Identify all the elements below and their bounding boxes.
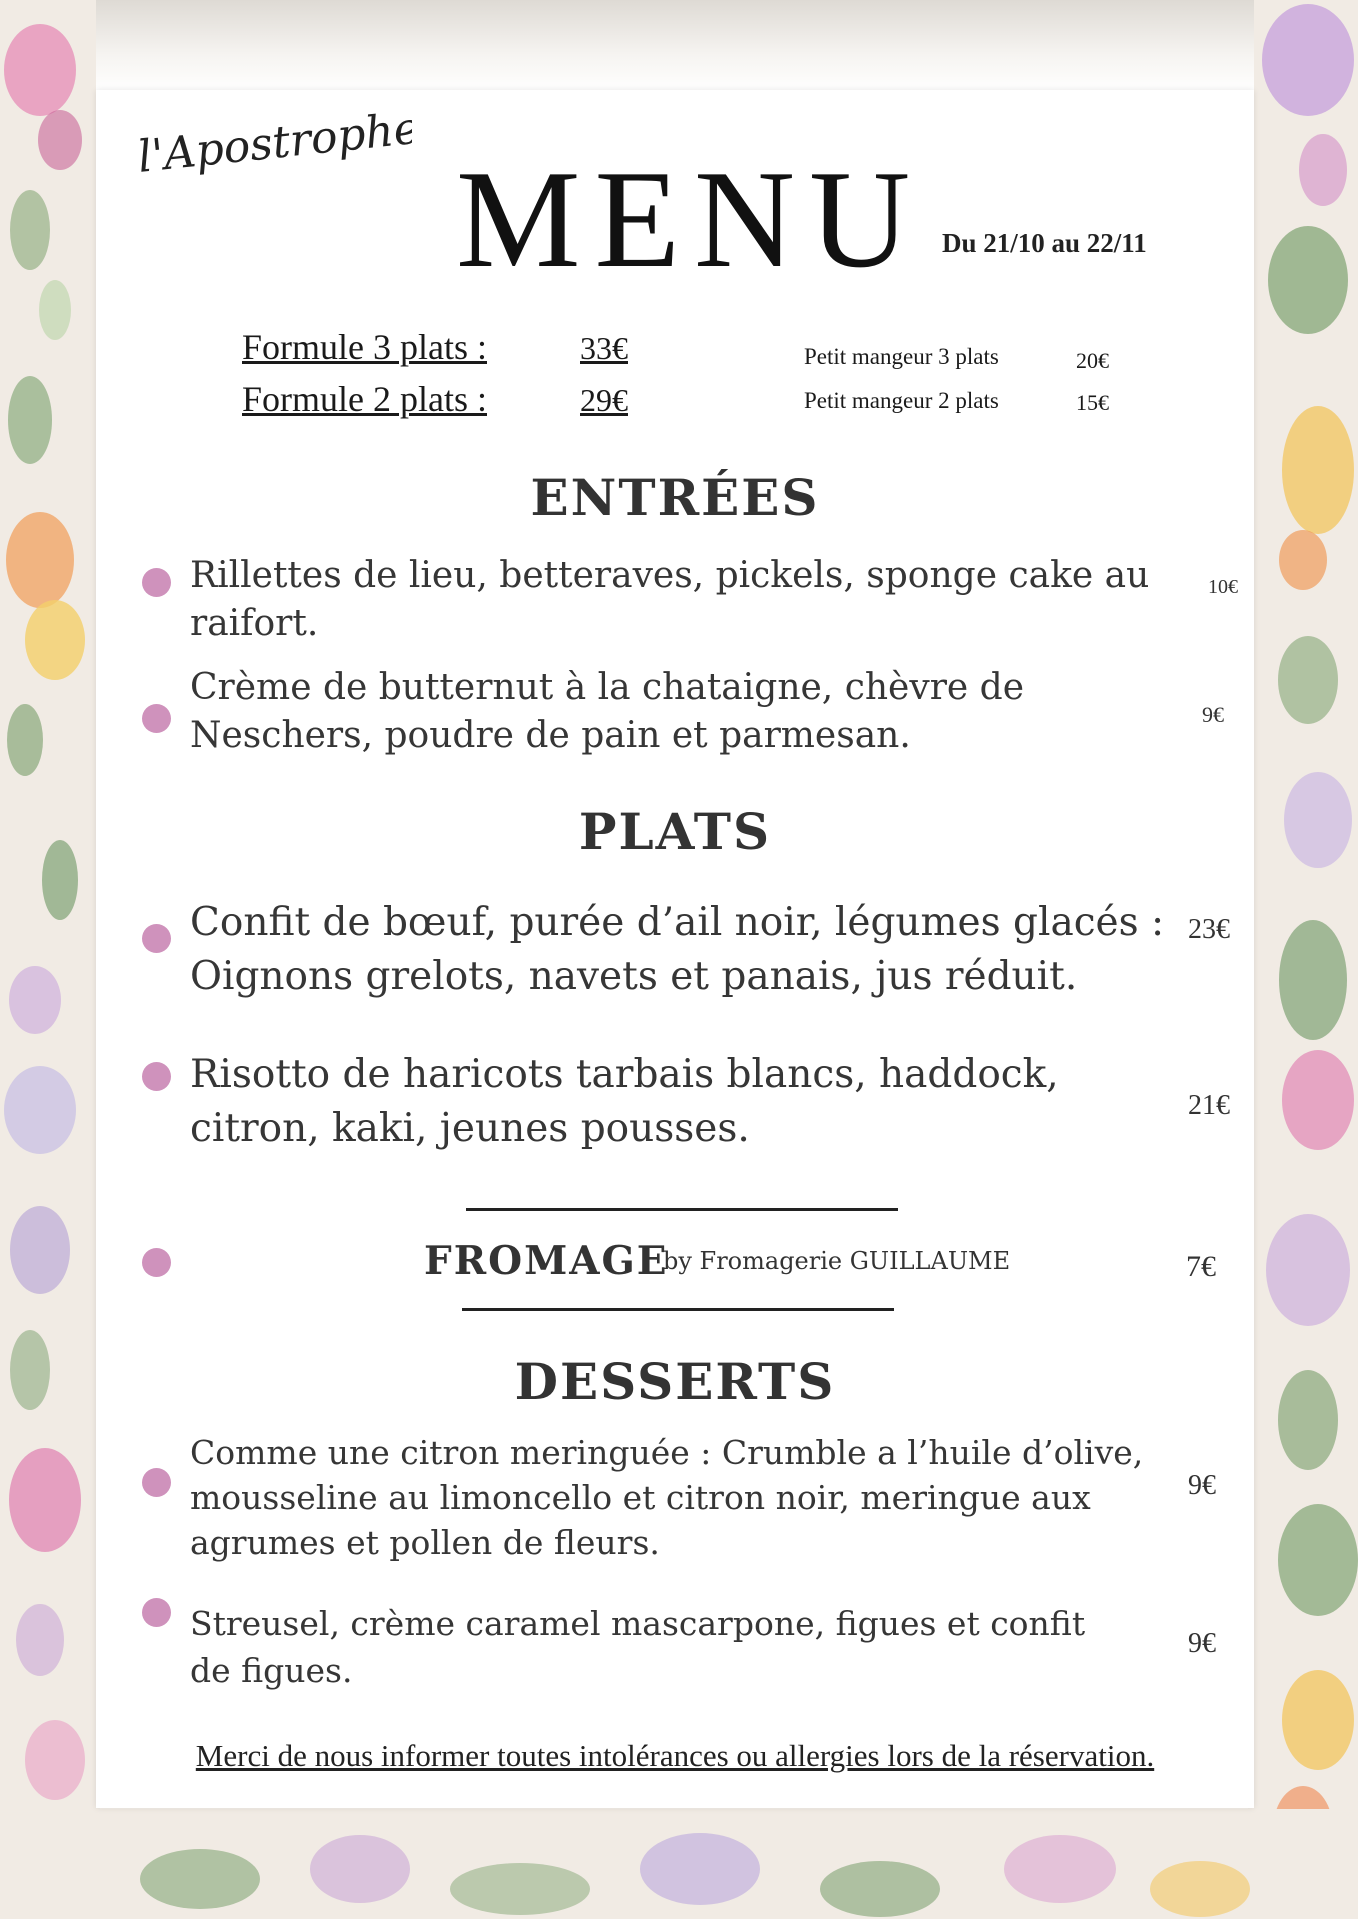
divider-bottom xyxy=(462,1308,894,1311)
formula-2-label: Formule 2 plats : xyxy=(242,379,487,419)
bullet-icon xyxy=(142,704,171,733)
section-title-desserts: DESSERTS xyxy=(514,1352,836,1411)
divider-top xyxy=(466,1208,898,1211)
bullet-icon xyxy=(142,1062,171,1091)
dessert-item-2-price: 9€ xyxy=(1188,1628,1216,1659)
section-title-entrees: ENTRÉES xyxy=(530,468,820,527)
entree-item-2: Crème de butternut à la chataigne, chèvre de Neschers, poudre de pain et parmesan. xyxy=(190,667,1024,756)
floral-border-right xyxy=(1248,0,1358,1919)
paper-top-band xyxy=(96,0,1254,92)
plat-item-1-price: 23€ xyxy=(1188,914,1230,945)
page-title: MENU xyxy=(456,142,925,297)
section-title-fromage: FROMAGE xyxy=(424,1238,669,1284)
fromage-price: 7€ xyxy=(1186,1250,1216,1283)
entree-item-1-price: 10€ xyxy=(1208,576,1238,598)
kids-formula-3-price: 20€ xyxy=(1076,348,1109,373)
dessert-item-2: Streusel, crème caramel mascarpone, figues et confit de figues. xyxy=(190,1604,1086,1690)
formula-2-price: 29€ xyxy=(580,382,628,418)
allergy-note: Merci de nous informer toutes intolérances ou allergies lors de la réservation. xyxy=(195,1738,1155,1773)
floral-border-left xyxy=(0,0,100,1919)
restaurant-logo xyxy=(132,96,412,206)
floral-border-bottom xyxy=(0,1809,1358,1919)
fromage-supplier: by Fromagerie GUILLAUME xyxy=(663,1247,1011,1275)
plat-item-1: Confit de bœuf, purée d’ail noir, légumes glacés : Oignons grelots, navets et panais, jus réduit. xyxy=(190,900,1165,999)
bullet-icon xyxy=(142,1248,171,1277)
entree-item-1: Rillettes de lieu, betteraves, pickels, sponge cake au raifort. xyxy=(190,555,1150,644)
kids-formula-2-label: Petit mangeur 2 plats xyxy=(804,388,999,413)
bullet-icon xyxy=(142,924,171,953)
bullet-icon xyxy=(142,1468,171,1497)
plat-item-2-price: 21€ xyxy=(1188,1090,1230,1121)
entree-item-2-price: 9€ xyxy=(1202,702,1224,727)
menu-sheet xyxy=(96,90,1254,1808)
section-title-plats: PLATS xyxy=(578,802,772,861)
bullet-icon xyxy=(142,1598,171,1627)
kids-formula-3-label: Petit mangeur 3 plats xyxy=(804,344,999,369)
dessert-item-1: Comme une citron meringuée : Crumble a l’huile d’olive, mousseline au limoncello et citron noir, meringue aux agrumes et pollen de fleurs. xyxy=(190,1433,1144,1562)
formula-3-price: 33€ xyxy=(580,330,628,366)
kids-formula-2-price: 15€ xyxy=(1076,390,1109,415)
formula-3-label: Formule 3 plats : xyxy=(242,327,487,367)
dessert-item-1-price: 9€ xyxy=(1188,1470,1216,1501)
svg-text:l'Apostrophe: l'Apostrophe xyxy=(135,102,412,183)
menu-dates: Du 21/10 au 22/11 xyxy=(942,228,1147,258)
plat-item-2: Risotto de haricots tarbais blancs, haddock, citron, kaki, jeunes pousses. xyxy=(190,1052,1059,1151)
bullet-icon xyxy=(142,568,171,597)
